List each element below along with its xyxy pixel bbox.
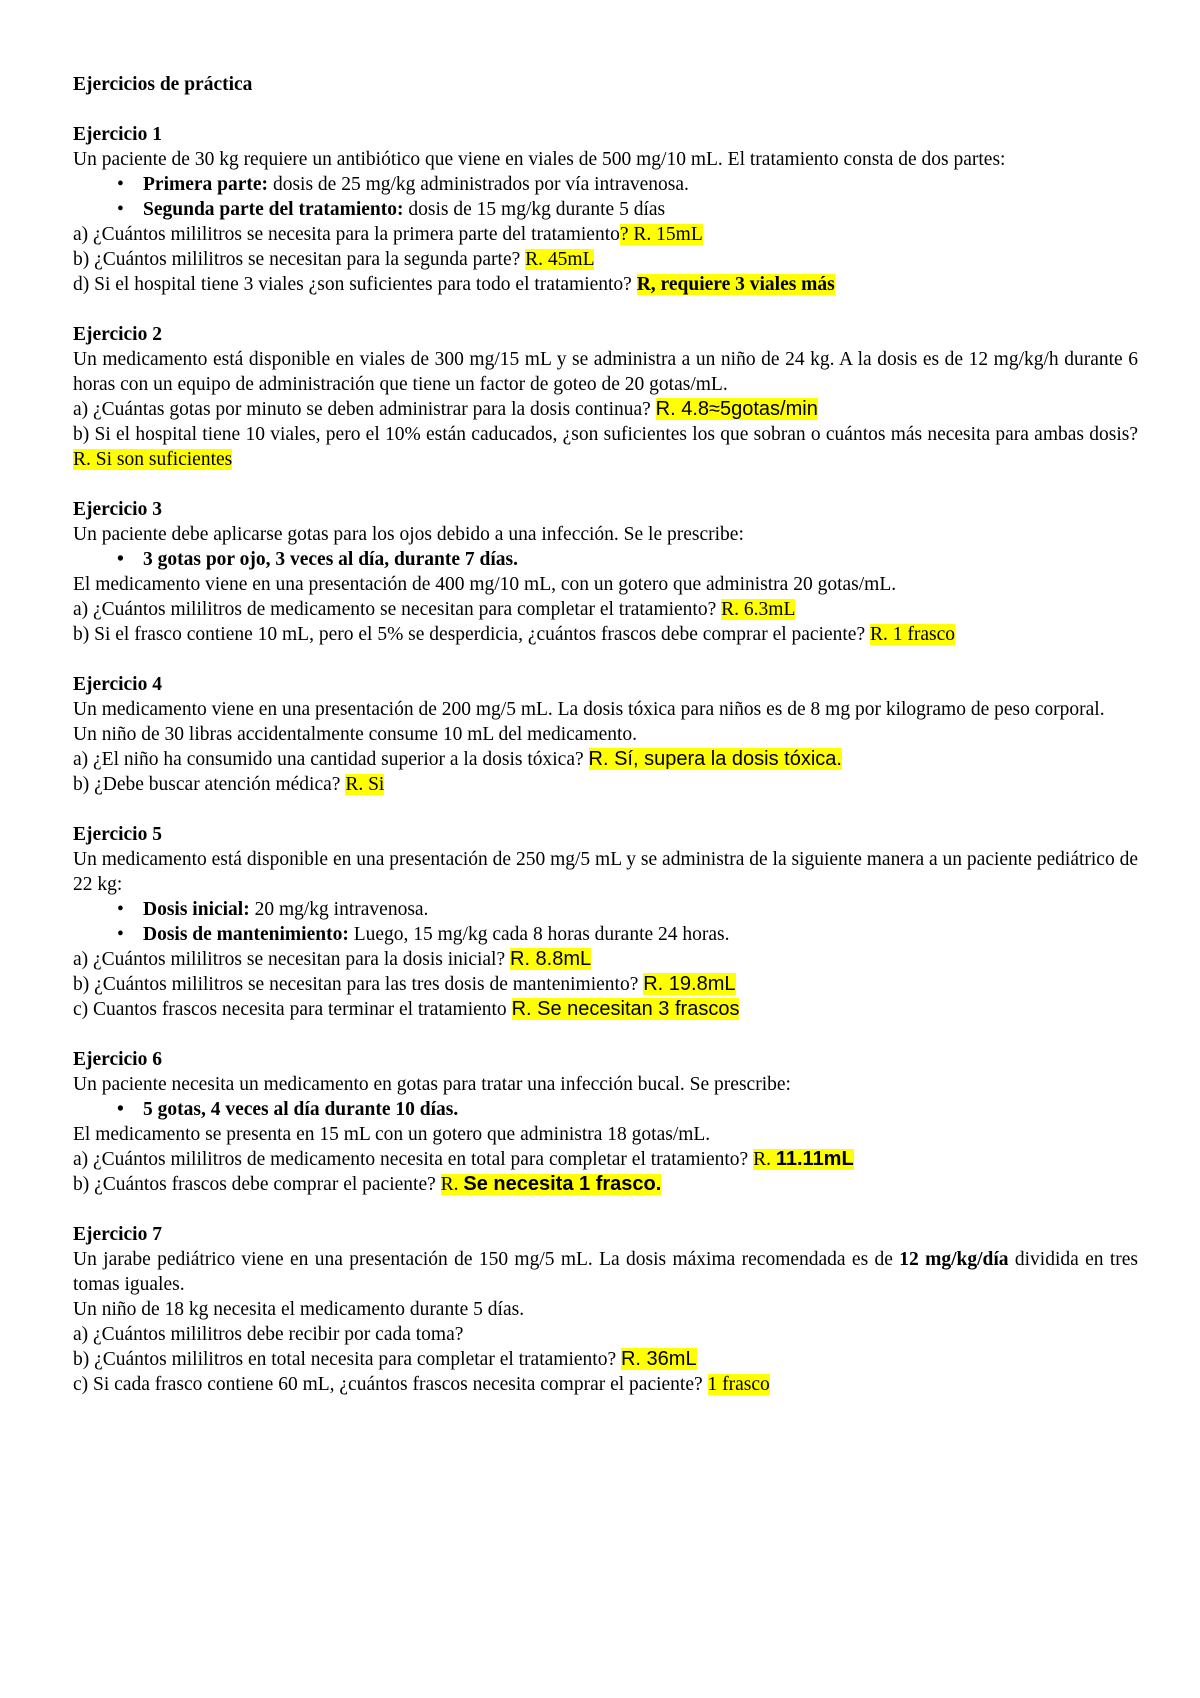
bullet-list (73, 547, 1138, 572)
exercise-title: Ejercicio 2 (73, 324, 162, 345)
highlighted-answer: R. Si son suficientes (73, 449, 233, 470)
answer-value: 11.11mL (775, 1148, 854, 1170)
highlighted-answer: R. 1 frasco (870, 624, 956, 645)
question-text: b) ¿Cuántos mililitros se necesitan para la segunda parte? (73, 249, 526, 270)
exercise-title: Ejercicio 6 (73, 1049, 162, 1070)
question-a (73, 747, 1138, 772)
bullet-bold-label: Primera parte: (143, 174, 269, 195)
question-c (73, 1372, 1138, 1397)
exercise-3 (73, 497, 1138, 647)
question-text: a) ¿Cuántos mililitros se necesita para la primera parte del tratamiento (73, 224, 620, 245)
question-text: b) ¿Cuántos mililitros en total necesita para completar el tratamiento? (73, 1349, 621, 1370)
highlighted-answer: R. Sí, supera la dosis tóxica. (588, 748, 842, 770)
bullet-list (73, 897, 1138, 947)
exercise-statement: Un medicamento está disponible en una presentación de 250 mg/5 mL y se administra de la siguiente manera a un paciente pediátrico de 22 kg: (73, 849, 1138, 895)
question-c (73, 997, 1138, 1022)
bullet-list (73, 172, 1138, 222)
bullet-bold-label: Dosis inicial: (143, 899, 250, 920)
exercise-statement: Un medicamento está disponible en viales de 300 mg/15 mL y se administra a un niño de 24 kg. A la dosis es de 12 mg/kg/h durante 6 horas con un equipo de administración que tiene un factor de goteo de 20 gotas/mL. (73, 349, 1138, 395)
question-a (73, 222, 1138, 247)
exercise-2 (73, 322, 1138, 472)
question-b (73, 422, 1138, 472)
highlighted-answer: R. 36mL (620, 1348, 697, 1370)
question-a (73, 597, 1138, 622)
question-b (73, 1347, 1138, 1372)
question-text: a) ¿Cuántos mililitros de medicamento necesita en total para completar el tratamiento? (73, 1149, 754, 1170)
answer-prefix: R. (753, 1149, 776, 1170)
question-text: c) Si cada frasco contiene 60 mL, ¿cuántos frascos necesita comprar el paciente? (73, 1374, 708, 1395)
bullet-item: • 3 gotas por ojo, 3 veces al día, durante 7 días. (143, 547, 1138, 572)
question-text: a) ¿Cuántos mililitros de medicamento se necesitan para completar el tratamiento? (73, 599, 722, 620)
question-text: a) ¿El niño ha consumido una cantidad superior a la dosis tóxica? (73, 749, 589, 770)
bullet-text: dosis de 25 mg/kg administrados por vía intravenosa. (268, 174, 689, 195)
question-text: d) Si el hospital tiene 3 viales ¿son suficientes para todo el tratamiento? (73, 274, 637, 295)
answer-value: Se necesita 1 frasco. (463, 1173, 662, 1195)
question-a (73, 1147, 1138, 1172)
bullet-bold-label: Segunda parte del tratamiento: (143, 199, 404, 220)
exercise-detail: El medicamento se presenta en 15 mL con un gotero que administra 18 gotas/mL. (73, 1124, 711, 1145)
highlighted-answer: R. Se necesitan 3 frascos (511, 998, 740, 1020)
exercise-detail: El medicamento viene en una presentación de 400 mg/10 mL, con un gotero que administra 20 gotas/mL. (73, 574, 897, 595)
question-b (73, 772, 1138, 797)
bullet-text: 20 mg/kg intravenosa. (249, 899, 429, 920)
answer-prefix: R. (440, 1174, 464, 1195)
bullet-item (143, 197, 1138, 222)
exercise-6 (73, 1047, 1138, 1197)
bullet-bold-label: Dosis de mantenimiento: (143, 924, 349, 945)
question-text: c) Cuantos frascos necesita para terminar el tratamiento (73, 999, 512, 1020)
statement-text: dividida en tres tomas iguales. (73, 1249, 1138, 1295)
exercise-statement: Un paciente necesita un medicamento en gotas para tratar una infección bucal. Se prescribe: (73, 1074, 791, 1095)
question-text: b) ¿Cuántos frascos debe comprar el paciente? (73, 1174, 441, 1195)
question-a (73, 397, 1138, 422)
highlighted-answer: R. 8.8mL (510, 948, 592, 970)
highlighted-answer: R. 45mL (525, 249, 595, 270)
question-b (73, 972, 1138, 997)
exercise-5 (73, 822, 1138, 1022)
highlighted-answer: R, requiere 3 viales más (636, 274, 835, 295)
bullet-text: dosis de 15 mg/kg durante 5 días (403, 199, 666, 220)
highlighted-answer (753, 1149, 854, 1170)
highlighted-answer (441, 1174, 662, 1195)
highlighted-answer: R. 6.3mL (721, 599, 796, 620)
question-b (73, 1172, 1138, 1197)
question-b (73, 622, 1138, 647)
exercise-statement (73, 1247, 1138, 1297)
bullet-list (73, 1097, 1138, 1122)
highlighted-answer: 1 frasco (707, 1374, 770, 1395)
exercise-detail: Un niño de 18 kg necesita el medicamento durante 5 días. (73, 1299, 525, 1320)
highlighted-answer: R. 4.8≈5gotas/min (655, 398, 818, 420)
bullet-item: • 5 gotas, 4 veces al día durante 10 días. (143, 1097, 1138, 1122)
highlighted-answer: ? R. 15mL (619, 224, 703, 245)
exercise-4 (73, 672, 1138, 797)
question-text: b) ¿Debe buscar atención médica? (73, 774, 346, 795)
question-text: a) ¿Cuántas gotas por minuto se deben administrar para la dosis continua? (73, 399, 656, 420)
exercise-1 (73, 122, 1138, 297)
statement-bold: 12 mg/kg/día (899, 1249, 1009, 1270)
bullet-item (143, 897, 1138, 922)
bullet-item (143, 922, 1138, 947)
statement-text: Un jarabe pediátrico viene en una presentación de 150 mg/5 mL. La dosis máxima recomendada es de (73, 1249, 900, 1270)
exercise-title: Ejercicio 3 (73, 499, 162, 520)
exercise-statement: Un paciente debe aplicarse gotas para los ojos debido a una infección. Se le prescribe: (73, 524, 744, 545)
exercise-title: Ejercicio 5 (73, 824, 162, 845)
question-text: a) ¿Cuántos mililitros debe recibir por cada toma? (73, 1324, 464, 1345)
exercise-title: Ejercicio 1 (73, 124, 162, 145)
exercise-7 (73, 1222, 1138, 1397)
question-d (73, 272, 1138, 297)
question-a (73, 947, 1138, 972)
exercise-detail: Un niño de 30 libras accidentalmente consume 10 mL del medicamento. (73, 724, 638, 745)
document-title: Ejercicios de práctica (73, 74, 253, 95)
question-a (73, 1322, 1138, 1347)
question-text: b) ¿Cuántos mililitros se necesitan para las tres dosis de mantenimiento? (73, 974, 644, 995)
highlighted-answer: R. 19.8mL (643, 973, 736, 995)
question-text: b) Si el frasco contiene 10 mL, pero el 5% se desperdicia, ¿cuántos frascos debe comprar el paciente? (73, 624, 870, 645)
bullet-item (143, 172, 1138, 197)
exercise-statement: Un medicamento viene en una presentación de 200 mg/5 mL. La dosis tóxica para niños es de 8 mg por kilogramo de peso corporal. (73, 699, 1105, 720)
exercise-statement: Un paciente de 30 kg requiere un antibiótico que viene en viales de 500 mg/10 mL. El tratamiento consta de dos partes: (73, 149, 1006, 170)
highlighted-answer: R. Si (345, 774, 385, 795)
question-text: b) Si el hospital tiene 10 viales, pero el 10% están caducados, ¿son suficientes los que sobran o cuántos más necesita para ambas dosis? (73, 424, 1138, 445)
question-b (73, 247, 1138, 272)
exercise-title: Ejercicio 7 (73, 1224, 162, 1245)
question-text: a) ¿Cuántos mililitros se necesitan para la dosis inicial? (73, 949, 510, 970)
bullet-text: Luego, 15 mg/kg cada 8 horas durante 24 horas. (348, 924, 730, 945)
exercise-title: Ejercicio 4 (73, 674, 162, 695)
